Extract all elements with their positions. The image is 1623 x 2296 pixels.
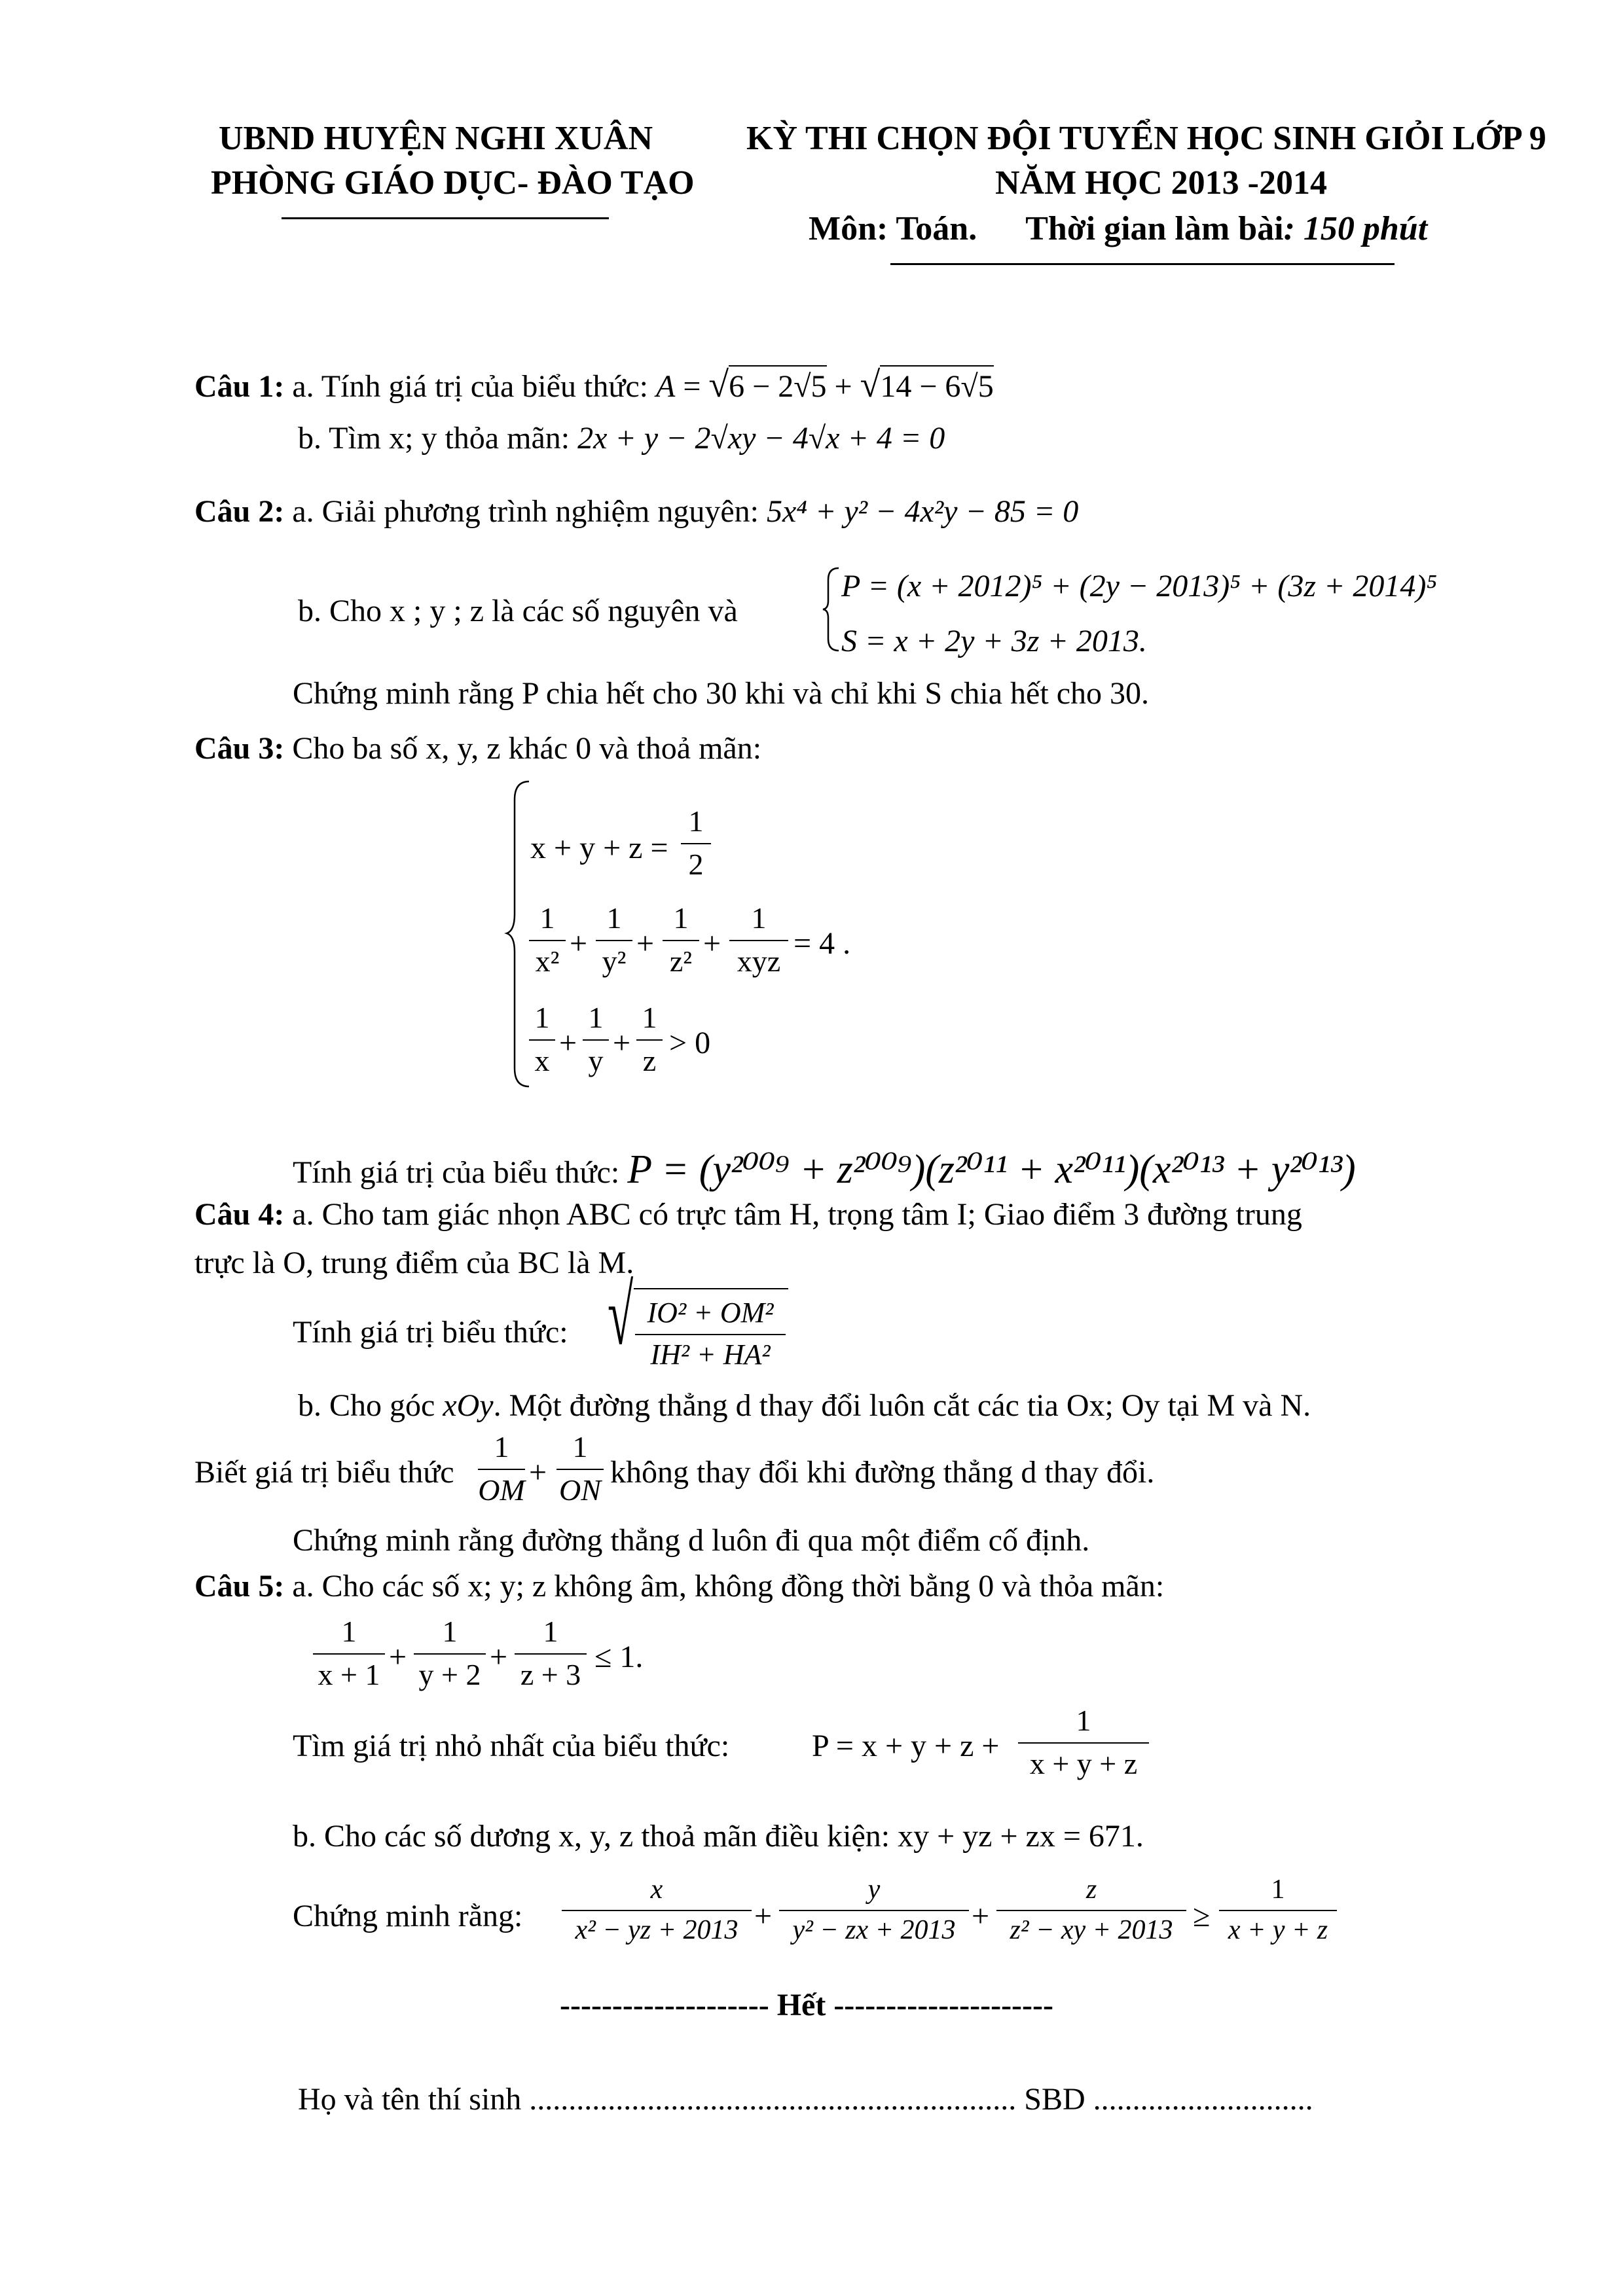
q4-b-text1: b. Cho góc <box>298 1388 443 1423</box>
q1-a-radicand1: 6 − 2√5 <box>729 365 826 404</box>
q5-a-min: Tìm giá trị nhỏ nhất của biểu thức: <box>293 1729 730 1763</box>
q4-b-frac-om: 1 OM <box>478 1430 525 1507</box>
q4-a-compute: Tính giá trị biểu thức: <box>293 1315 568 1350</box>
q4-a-radical: √ <box>608 1268 634 1363</box>
q3-eq3-frac-z: 1 z <box>636 1003 663 1076</box>
q1-label: Câu 1: <box>194 369 285 404</box>
q3-intro <box>194 733 761 764</box>
q4-line-a1 <box>194 1199 1302 1230</box>
q5-a-frac1: 1 x + 1 <box>313 1617 385 1690</box>
header-right-line2: NĂM HỌC 2013 -2014 <box>995 164 1327 202</box>
q3-eq2-plus2: + <box>636 926 655 961</box>
q5-p-lhs: P = x + y + z + <box>812 1729 1000 1763</box>
q4-b-frac-on: 1 ON <box>556 1432 604 1505</box>
q2-a-text: a. Giải phương trình nghiệm nguyên: <box>284 494 767 529</box>
q4-line-a2: trực là O, trung điểm của BC là M. <box>194 1246 634 1280</box>
q3-eq3-frac-x: 1 x <box>529 1003 555 1076</box>
q5-p-frac: 1 x + y + z <box>1018 1706 1149 1779</box>
q4-b-angle: xOy <box>443 1388 494 1423</box>
q3-text: Cho ba số x, y, z khác 0 và thoả mãn: <box>284 731 762 766</box>
q3-eq3-plus1: + <box>559 1026 577 1060</box>
q3-label: Câu 3: <box>194 731 285 766</box>
q2-line-a <box>194 496 1078 528</box>
q4-a-frac: IO² + OM² IH² + HA² <box>635 1299 786 1369</box>
footer-end-left: -------------------- <box>560 1988 777 2022</box>
q5-a-frac2: 1 y + 2 <box>414 1617 486 1690</box>
q3-compute-text: Tính giá trị của biểu thức: <box>293 1155 628 1190</box>
header-left-line2: PHÒNG GIÁO DỤC- ĐÀO TẠO <box>211 164 695 202</box>
q2-b-p: P = (x + 2012)⁵ + (2y − 2013)⁵ + (3z + 2014)⁵ <box>841 569 1438 603</box>
q2-label: Câu 2: <box>194 494 285 529</box>
header-left-rule <box>282 217 609 219</box>
q1-b-expr: 2x + y − 2√xy − 4√x + 4 = 0 <box>577 421 945 456</box>
q1-a-text: a. Tính giá trị của biểu thức: <box>284 369 656 404</box>
q3-compute <box>293 1149 1356 1190</box>
footer-candidate <box>298 2084 1313 2115</box>
q5-b-frac3: z z² − xy + 2013 <box>996 1876 1186 1944</box>
q5-b-text: b. Cho các số dương x, y, z thoả mãn điều kiện: xy + yz + zx = 671. <box>293 1819 1144 1854</box>
q1-line-a: Câu 1: a. Tính giá trị của biểu thức: A = √6 − 2√5 + √14 − 6√5 <box>194 365 994 405</box>
q4-a-text: a. Cho tam giác nhọn ABC có trực tâm H, trọng tâm I; Giao điểm 3 đường trung <box>284 1197 1302 1232</box>
q5-a-plus1: + <box>389 1640 407 1674</box>
q5-b-frac2: y y² − zx + 2013 <box>779 1876 969 1944</box>
q4-b-text3: Biết giá trị biểu thức <box>194 1455 454 1490</box>
footer-end-word: Hết <box>776 1988 826 2022</box>
q2-system-brace <box>822 567 841 652</box>
q4-b-plus: + <box>529 1455 547 1490</box>
q5-b-frac1: x x² − yz + 2013 <box>562 1876 752 1944</box>
time-value: : 150 phút <box>1283 210 1428 247</box>
q3-eq1-lhs: x + y + z = <box>530 831 668 865</box>
q5-label: Câu 5: <box>194 1569 285 1604</box>
q4-b-proof: Chứng minh rằng đường thẳng d luôn đi qua một điểm cố định. <box>293 1523 1090 1558</box>
footer-end-right: --------------------- <box>826 1988 1053 2022</box>
q3-eq2-rhs: = 4 . <box>793 926 851 961</box>
q2-proof: Chứng minh rằng P chia hết cho 30 khi và chỉ khi S chia hết cho 30. <box>293 676 1149 711</box>
q1-a-radicand2: 14 − 6√5 <box>880 365 993 404</box>
q3-eq2-frac-xyz: 1 xyz <box>729 903 788 977</box>
q4-label: Câu 4: <box>194 1197 285 1232</box>
q5-line-a <box>194 1571 1164 1602</box>
q5-b-proof: Chứng minh rằng: <box>293 1899 523 1933</box>
q3-eq2-frac-x: 1 x² <box>529 903 566 977</box>
q3-eq3-plus2: + <box>613 1026 631 1060</box>
footer-end <box>560 1990 1053 2021</box>
q4-line-b1 <box>298 1390 1311 1422</box>
q2-a-expr: 5x⁴ + y² − 4x²y − 85 = 0 <box>766 494 1079 529</box>
q5-b-ge: ≥ <box>1193 1899 1211 1933</box>
q5-b-rhs-frac: 1 x + y + z <box>1219 1876 1337 1944</box>
q1-line-b <box>298 423 945 454</box>
q2-b-s: S = x + 2y + 3z + 2013. <box>841 624 1147 658</box>
header-right-rule <box>890 263 1395 265</box>
q5-a-text: a. Cho các số x; y; z không âm, không đồng thời bằng 0 và thỏa mãn: <box>284 1569 1165 1604</box>
q3-eq1-frac: 1 2 <box>681 806 711 880</box>
q4-b-text2: . Một đường thẳng d thay đổi luôn cắt các tia Ox; Oy tại M và N. <box>493 1388 1311 1423</box>
q1-a-lhs: A <box>655 369 676 404</box>
time-label: Thời gian làm bài <box>1025 210 1284 247</box>
q5-b-plus1: + <box>754 1899 773 1933</box>
q4-a-radical-bar <box>634 1288 788 1289</box>
q3-system-brace <box>505 780 532 1088</box>
footer-name-label: Họ và tên thí sinh .............................................................. <box>298 2082 1017 2117</box>
subject-label: Môn: Toán. <box>809 210 977 247</box>
q4-b-text4: không thay đổi khi đường thẳng d thay đổi. <box>610 1455 1155 1490</box>
q5-a-ineq-end: ≤ 1. <box>594 1640 644 1674</box>
q3-eq2-plus1: + <box>570 926 588 961</box>
q3-eq2-plus3: + <box>703 926 721 961</box>
footer-sbd-label: SBD ............................ <box>1024 2082 1313 2117</box>
q3-eq2-frac-y: 1 y² <box>596 903 632 977</box>
q1-b-text: b. Tìm x; y thỏa mãn: <box>298 421 578 456</box>
q3-eq2-frac-z: 1 z² <box>663 903 699 977</box>
header-left-line1: UBND HUYỆN NGHI XUÂN <box>219 120 653 157</box>
header-right-line1: KỲ THI CHỌN ĐỘI TUYỂN HỌC SINH GIỎI LỚP 9 <box>746 120 1546 157</box>
q5-b-plus2: + <box>972 1899 990 1933</box>
q5-a-frac3: 1 z + 3 <box>515 1617 587 1690</box>
q2-b-text: b. Cho x ; y ; z là các số nguyên và <box>298 594 738 628</box>
q5-a-plus2: + <box>490 1640 508 1674</box>
q3-eq3-rhs: > 0 <box>669 1026 711 1060</box>
q3-p-expr: P = (y²⁰⁰⁹ + z²⁰⁰⁹)(z²⁰¹¹ + x²⁰¹¹)(x²⁰¹³ + y²⁰¹³) <box>627 1147 1356 1192</box>
q3-eq3-frac-y: 1 y <box>583 1003 609 1076</box>
header-subject <box>809 212 1427 246</box>
